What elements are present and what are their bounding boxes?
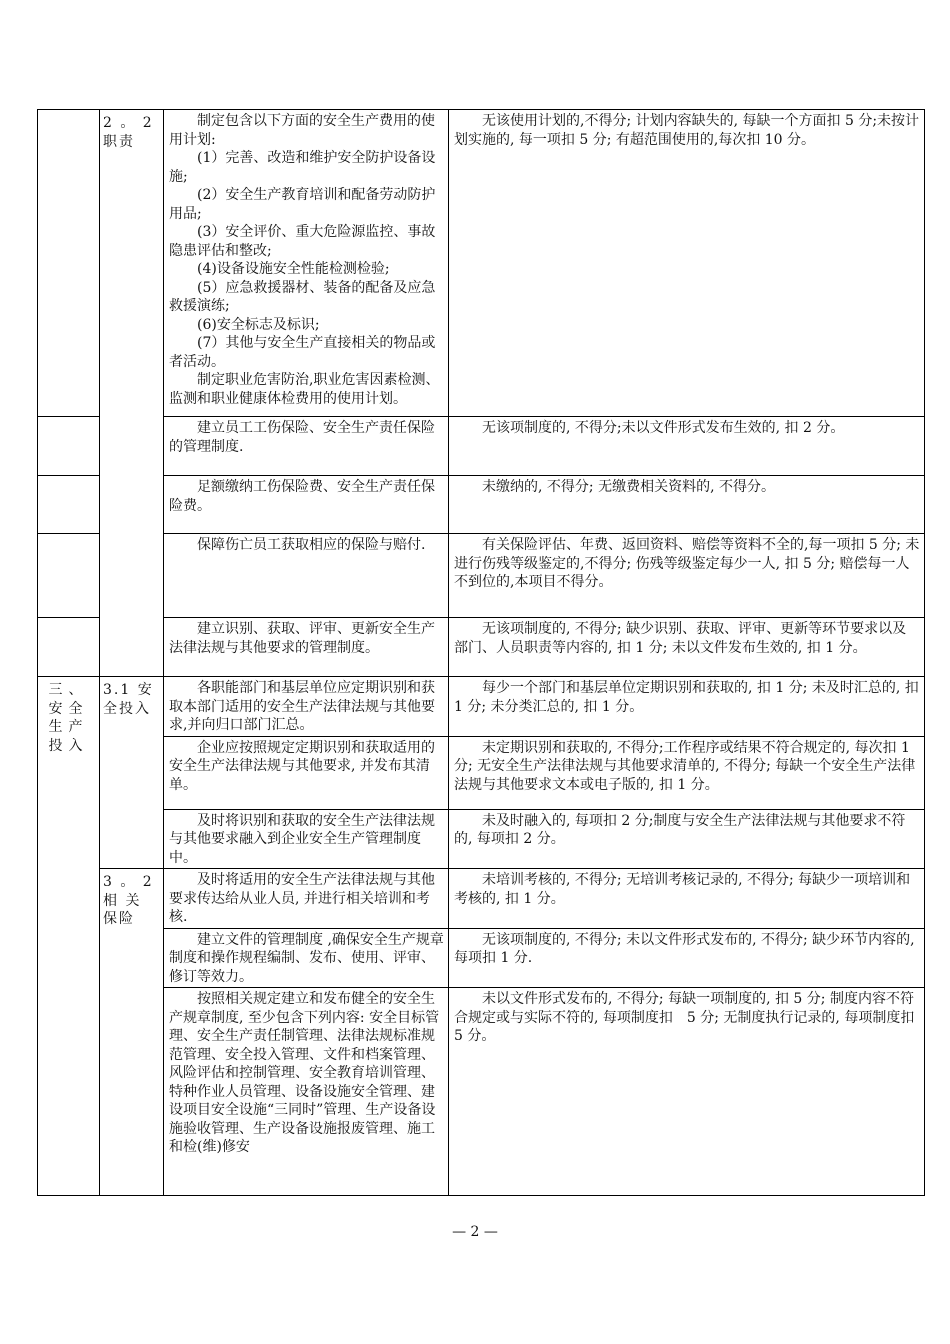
element-cell <box>38 618 100 677</box>
element-cell: 三、安全生产投入 <box>38 677 100 1196</box>
scoring-cell: 未缴纳的, 不得分; 无缴费相关资料的, 不得分。 <box>449 476 925 534</box>
requirement-cell: 企业应按照规定定期识别和获取适用的安全生产法律法规与其他要求, 并发布其清单。 <box>164 736 449 809</box>
scoring-cell: 无该使用计划的,不得分; 计划内容缺失的, 每缺一个方面扣 5 分;未按计划实施的, 每一项扣 5 分; 有超范围使用的,每次扣 10 分。 <box>449 110 925 417</box>
sub-element-cell: 3.1 安全投入 <box>100 677 164 869</box>
table-row <box>38 809 925 869</box>
requirement-cell: 制定包含以下方面的安全生产费用的使用计划: (1）完善、改造和维护安全防护设备设施; (2）安全生产教育培训和配备劳动防护用品; (3）安全评价、重大危险源监控、事故隐患评估和整改; (4)设备设施安全性能检测检验; (5）应急救援器材、装备的配备及应急救援演练; (6)安全标志及标识; (7）其他与安全生产直接相关的物品或者活动。 制定职业危害防治,职业危害因素检测、监测和职业健康体检费用的使用计划。 <box>164 110 449 417</box>
table-row <box>38 534 925 618</box>
element-cell <box>38 417 100 476</box>
scoring-cell: 无该项制度的, 不得分; 缺少识别、获取、评审、更新等环节要求以及部门、人员职责等内容的, 扣 1 分; 未以文件发布生效的, 扣 1 分。 <box>449 618 925 677</box>
table-row <box>38 736 925 809</box>
element-cell <box>38 534 100 618</box>
scoring-cell: 未及时融入的, 每项扣 2 分;制度与安全生产法律法规与其他要求不符的, 每项扣 2 分。 <box>449 809 925 869</box>
table-row <box>38 476 925 534</box>
table-row <box>38 988 925 1196</box>
table-row <box>38 869 925 929</box>
table-row <box>38 618 925 677</box>
requirement-cell: 建立员工工伤保险、安全生产责任保险的管理制度. <box>164 417 449 476</box>
scoring-cell: 未定期识别和获取的, 不得分;工作程序或结果不符合规定的, 每次扣 1 分; 无安全生产法律法规与其他要求清单的, 不得分; 每缺一个安全生产法律法规与其他要求文本或电子版的, 扣 1 分。 <box>449 736 925 809</box>
requirement-cell: 建立识别、获取、评审、更新安全生产法律法规与其他要求的管理制度。 <box>164 618 449 677</box>
element-cell <box>38 476 100 534</box>
scoring-cell: 无该项制度的, 不得分; 未以文件形式发布的, 不得分; 缺少环节内容的, 每项扣 1 分. <box>449 928 925 988</box>
requirement-cell: 足额缴纳工伤保险费、安全生产责任保险费。 <box>164 476 449 534</box>
sub-element-cell: 3 。 2 相 关 保险 <box>100 869 164 1196</box>
requirement-cell: 各职能部门和基层单位应定期识别和获取本部门适用的安全生产法律法规与其他要求,并向归口部门汇总。 <box>164 677 449 737</box>
requirement-cell: 保障伤亡员工获取相应的保险与赔付. <box>164 534 449 618</box>
requirement-cell: 按照相关规定建立和发布健全的安全生产规章制度, 至少包含下列内容: 安全目标管理、安全生产责任制管理、法律法规标准规范管理、安全投入管理、文件和档案管理、风险评估和控制管理、安全教育培训管理、特种作业人员管理、设备设施安全管理、建设项目安全设施“三同时”管理、生产设备设施验收管理、生产设备设施报废管理、施工和检(维)修安 <box>164 988 449 1196</box>
table-row <box>38 928 925 988</box>
requirement-cell: 及时将适用的安全生产法律法规与其他要求传达给从业人员, 并进行相关培训和考核. <box>164 869 449 929</box>
scoring-cell: 未培训考核的, 不得分; 无培训考核记录的, 不得分; 每缺少一项培训和考核的, 扣 1 分。 <box>449 869 925 929</box>
page-number: — 2 — <box>452 1224 498 1240</box>
element-cell <box>38 110 100 417</box>
scoring-cell: 有关保险评估、年费、返回资料、赔偿等资料不全的,每一项扣 5 分; 未进行伤残等级鉴定的,不得分; 伤残等级鉴定每少一人, 扣 5 分; 赔偿每一人不到位的,本项目不得分。 <box>449 534 925 618</box>
sub-element-cell: 2 。 2 职责 <box>100 110 164 677</box>
table-row <box>38 417 925 476</box>
scoring-cell: 未以文件形式发布的, 不得分; 每缺一项制度的, 扣 5 分; 制度内容不符合规定或与实际不符的, 每项制度扣 5 分; 无制度执行记录的, 每项制度扣 5 分。 <box>449 988 925 1196</box>
table-row <box>38 677 925 737</box>
requirement-cell: 建立文件的管理制度 ,确保安全生产规章制度和操作规程编制、发布、使用、评审、修订等效力。 <box>164 928 449 988</box>
requirement-cell: 及时将识别和获取的安全生产法律法规与其他要求融入到企业安全生产管理制度中。 <box>164 809 449 869</box>
table-row <box>38 110 925 417</box>
scoring-cell: 每少一个部门和基层单位定期识别和获取的, 扣 1 分; 未及时汇总的, 扣 1 分; 未分类汇总的, 扣 1 分。 <box>449 677 925 737</box>
scoring-cell: 无该项制度的, 不得分;未以文件形式发布生效的, 扣 2 分。 <box>449 417 925 476</box>
safety-standard-table <box>37 109 925 1196</box>
